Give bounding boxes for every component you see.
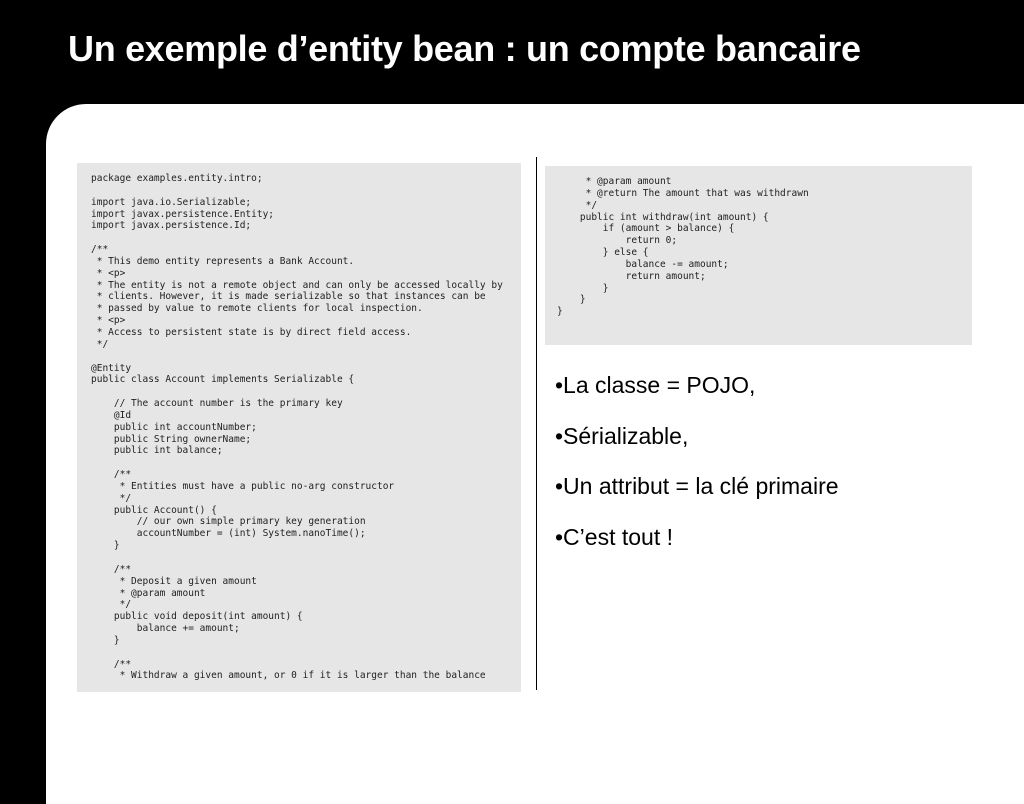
code-block-right: * @param amount * @return The amount that was withdrawn */ public int withdraw(int amount) { if (amount > balance) { return 0; } else { balance -= amount; return amount; } } } [545,166,972,345]
bullet-item: •C’est tout ! [555,523,673,550]
bullet-item: •La classe = POJO, [555,372,756,398]
bullet-item: •Sérializable, [555,422,689,449]
bullet-item: •Un attribut = la clé primaire [555,473,839,499]
vertical-divider [536,157,537,690]
code-block-left: package examples.entity.intro; import java.io.Serializable; import javax.persistence.Entity; import javax.persistence.Id; /** * This demo entity represents a Bank Account. * <p> * The entity is not a remote object and can only be accessed locally by * clients. However, it is made serializable so that instances can be * passed by value to remote clients for local inspection. * <p> * Access to persistent state is by direct field access. */ @Entity public class Account implements Serializable { // The account number is the primary key @Id public int accountNumber; public String ownerName; public int balance; /** * Entities must have a public no-arg constructor */ public Account() { // our own simple primary key generation accountNumber = (int) System.nanoTime(); } /** * Deposit a given amount * @param amount */ public void deposit(int amount) { balance += amount; } /** * Withdraw a given amount, or 0 if it is larger than the balance [77,163,521,692]
slide-title: Un exemple d’entity bean : un compte bancaire [68,28,861,69]
bullet-list [555,372,839,574]
